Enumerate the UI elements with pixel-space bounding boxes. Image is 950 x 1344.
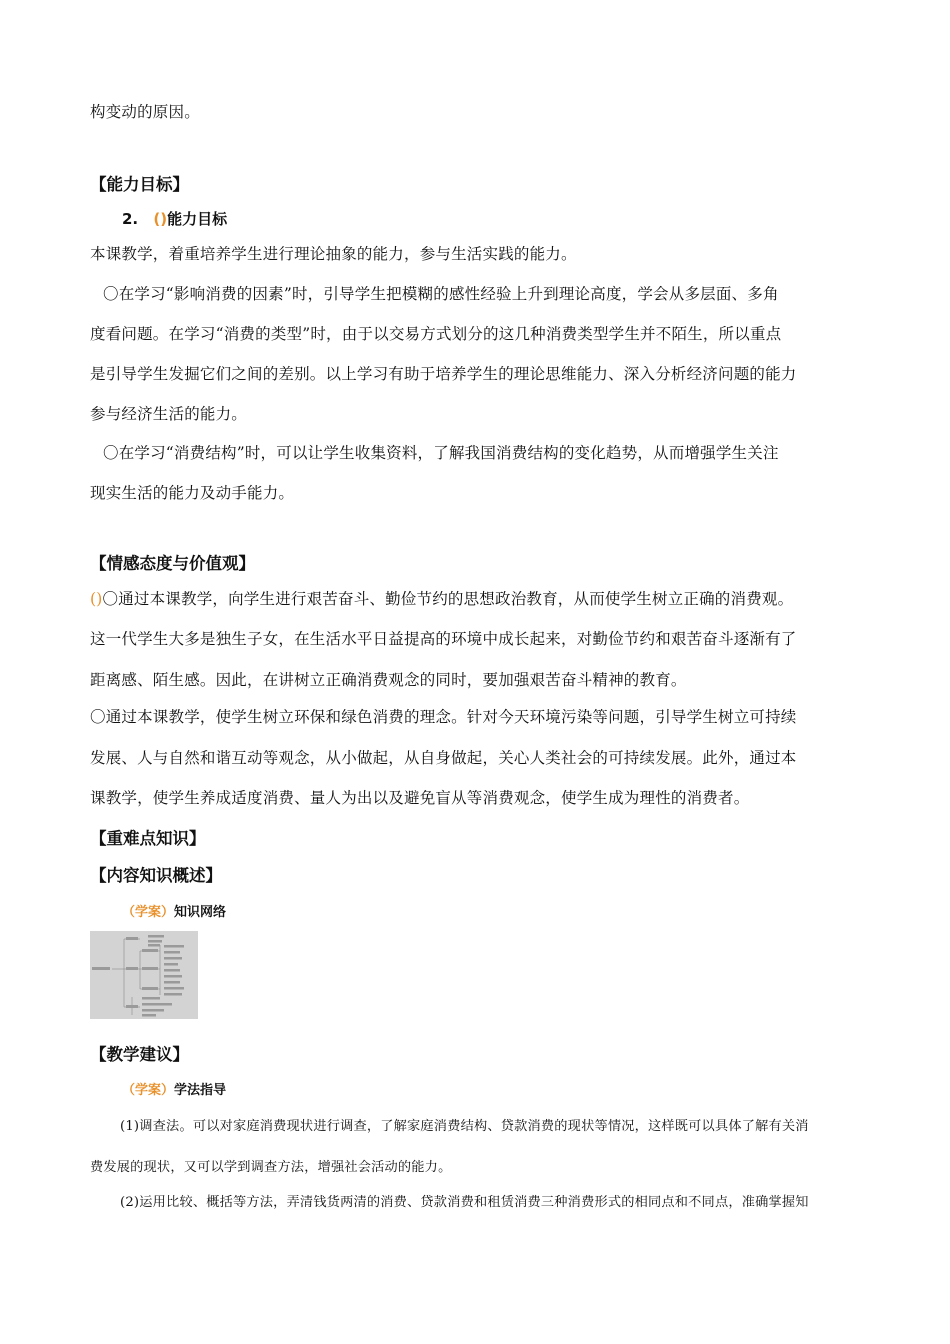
text-span: 〇通过本课教学，向学生进行艰苦奋斗、勤俭节约的思想政治教育，从而使学生树立正确的消费观。 — [102, 590, 794, 608]
knowledge-network-diagram — [90, 931, 198, 1019]
text-line: 参与经济生活的能力。 — [90, 405, 248, 423]
section-heading-teach: 【教学建议】 — [90, 1045, 189, 1064]
text-line: 这一代学生大多是独生子女，在生活水平日益提高的环境中成长起来，对勤俭节约和艰苦奋斗逐渐有了 — [90, 630, 797, 648]
text-line: 〇在学习“影响消费的因素”时，引导学生把模糊的感性经验上升到理论高度，学会从多层面、多角 — [103, 285, 779, 303]
text-line: 〇通过本课教学，使学生树立环保和绿色消费的理念。针对今天环境污染等问题，引导学生树立可持续 — [90, 708, 797, 726]
case-label — [122, 1079, 226, 1098]
text-line: 距离感、陌生感。因此，在讲树立正确消费观念的同时，要加强艰苦奋斗精神的教育。 — [90, 671, 687, 689]
text-line: 〇在学习“消费结构”时，可以让学生收集资料，了解我国消费结构的变化趋势，从而增强学生关注 — [103, 444, 779, 462]
case-title: 学法指导 — [174, 1083, 227, 1098]
subheading-ability — [122, 208, 227, 229]
text-line: 课教学，使学生养成适度消费、量人为出以及避免盲从等消费观念，使学生成为理性的消费者。 — [90, 789, 750, 807]
marker-parens: () — [90, 590, 103, 608]
section-heading-ability: 【能力目标】 — [90, 175, 189, 194]
case-marker: （学案） — [122, 1083, 175, 1098]
text-line: 现实生活的能力及动手能力。 — [90, 484, 295, 502]
text-line: 度看问题。在学习“消费的类型”时，由于以交易方式划分的这几种消费类型学生并不陌生，所以重点 — [90, 325, 782, 343]
text-line: (1)调查法。可以对家庭消费现状进行调查，了解家庭消费结构、贷款消费的现状等情况，这样既可以具体了解有关消 — [120, 1119, 809, 1134]
text-line: 构变动的原因。 — [90, 103, 200, 121]
case-label — [122, 901, 226, 920]
section-heading-emotion: 【情感态度与价值观】 — [90, 554, 255, 573]
marker-parens: () — [153, 210, 168, 228]
text-line: (2)运用比较、概括等方法，弄清钱货两清的消费、贷款消费和租赁消费三种消费形式的相同点和不同点，准确掌握知 — [120, 1195, 809, 1210]
text-line: 费发展的现状，又可以学到调查方法，增强社会活动的能力。 — [90, 1160, 452, 1175]
text-line: 是引导学生发掘它们之间的差别。以上学习有助于培养学生的理论思维能力、深入分析经济问题的能力 — [90, 365, 797, 383]
subheading-number: 2. — [122, 210, 139, 228]
section-heading-content: 【内容知识概述】 — [90, 866, 222, 885]
case-marker: （学案） — [122, 905, 175, 920]
text-line: 本课教学，着重培养学生进行理论抽象的能力，参与生活实践的能力。 — [90, 245, 577, 263]
subheading-title: 能力目标 — [167, 210, 228, 228]
text-line — [90, 587, 793, 609]
section-heading-key: 【重难点知识】 — [90, 829, 206, 848]
text-line: 发展、人与自然和谐互动等观念，从小做起，从自身做起，关心人类社会的可持续发展。此外，通过本 — [90, 749, 797, 767]
case-title: 知识网络 — [174, 905, 227, 920]
